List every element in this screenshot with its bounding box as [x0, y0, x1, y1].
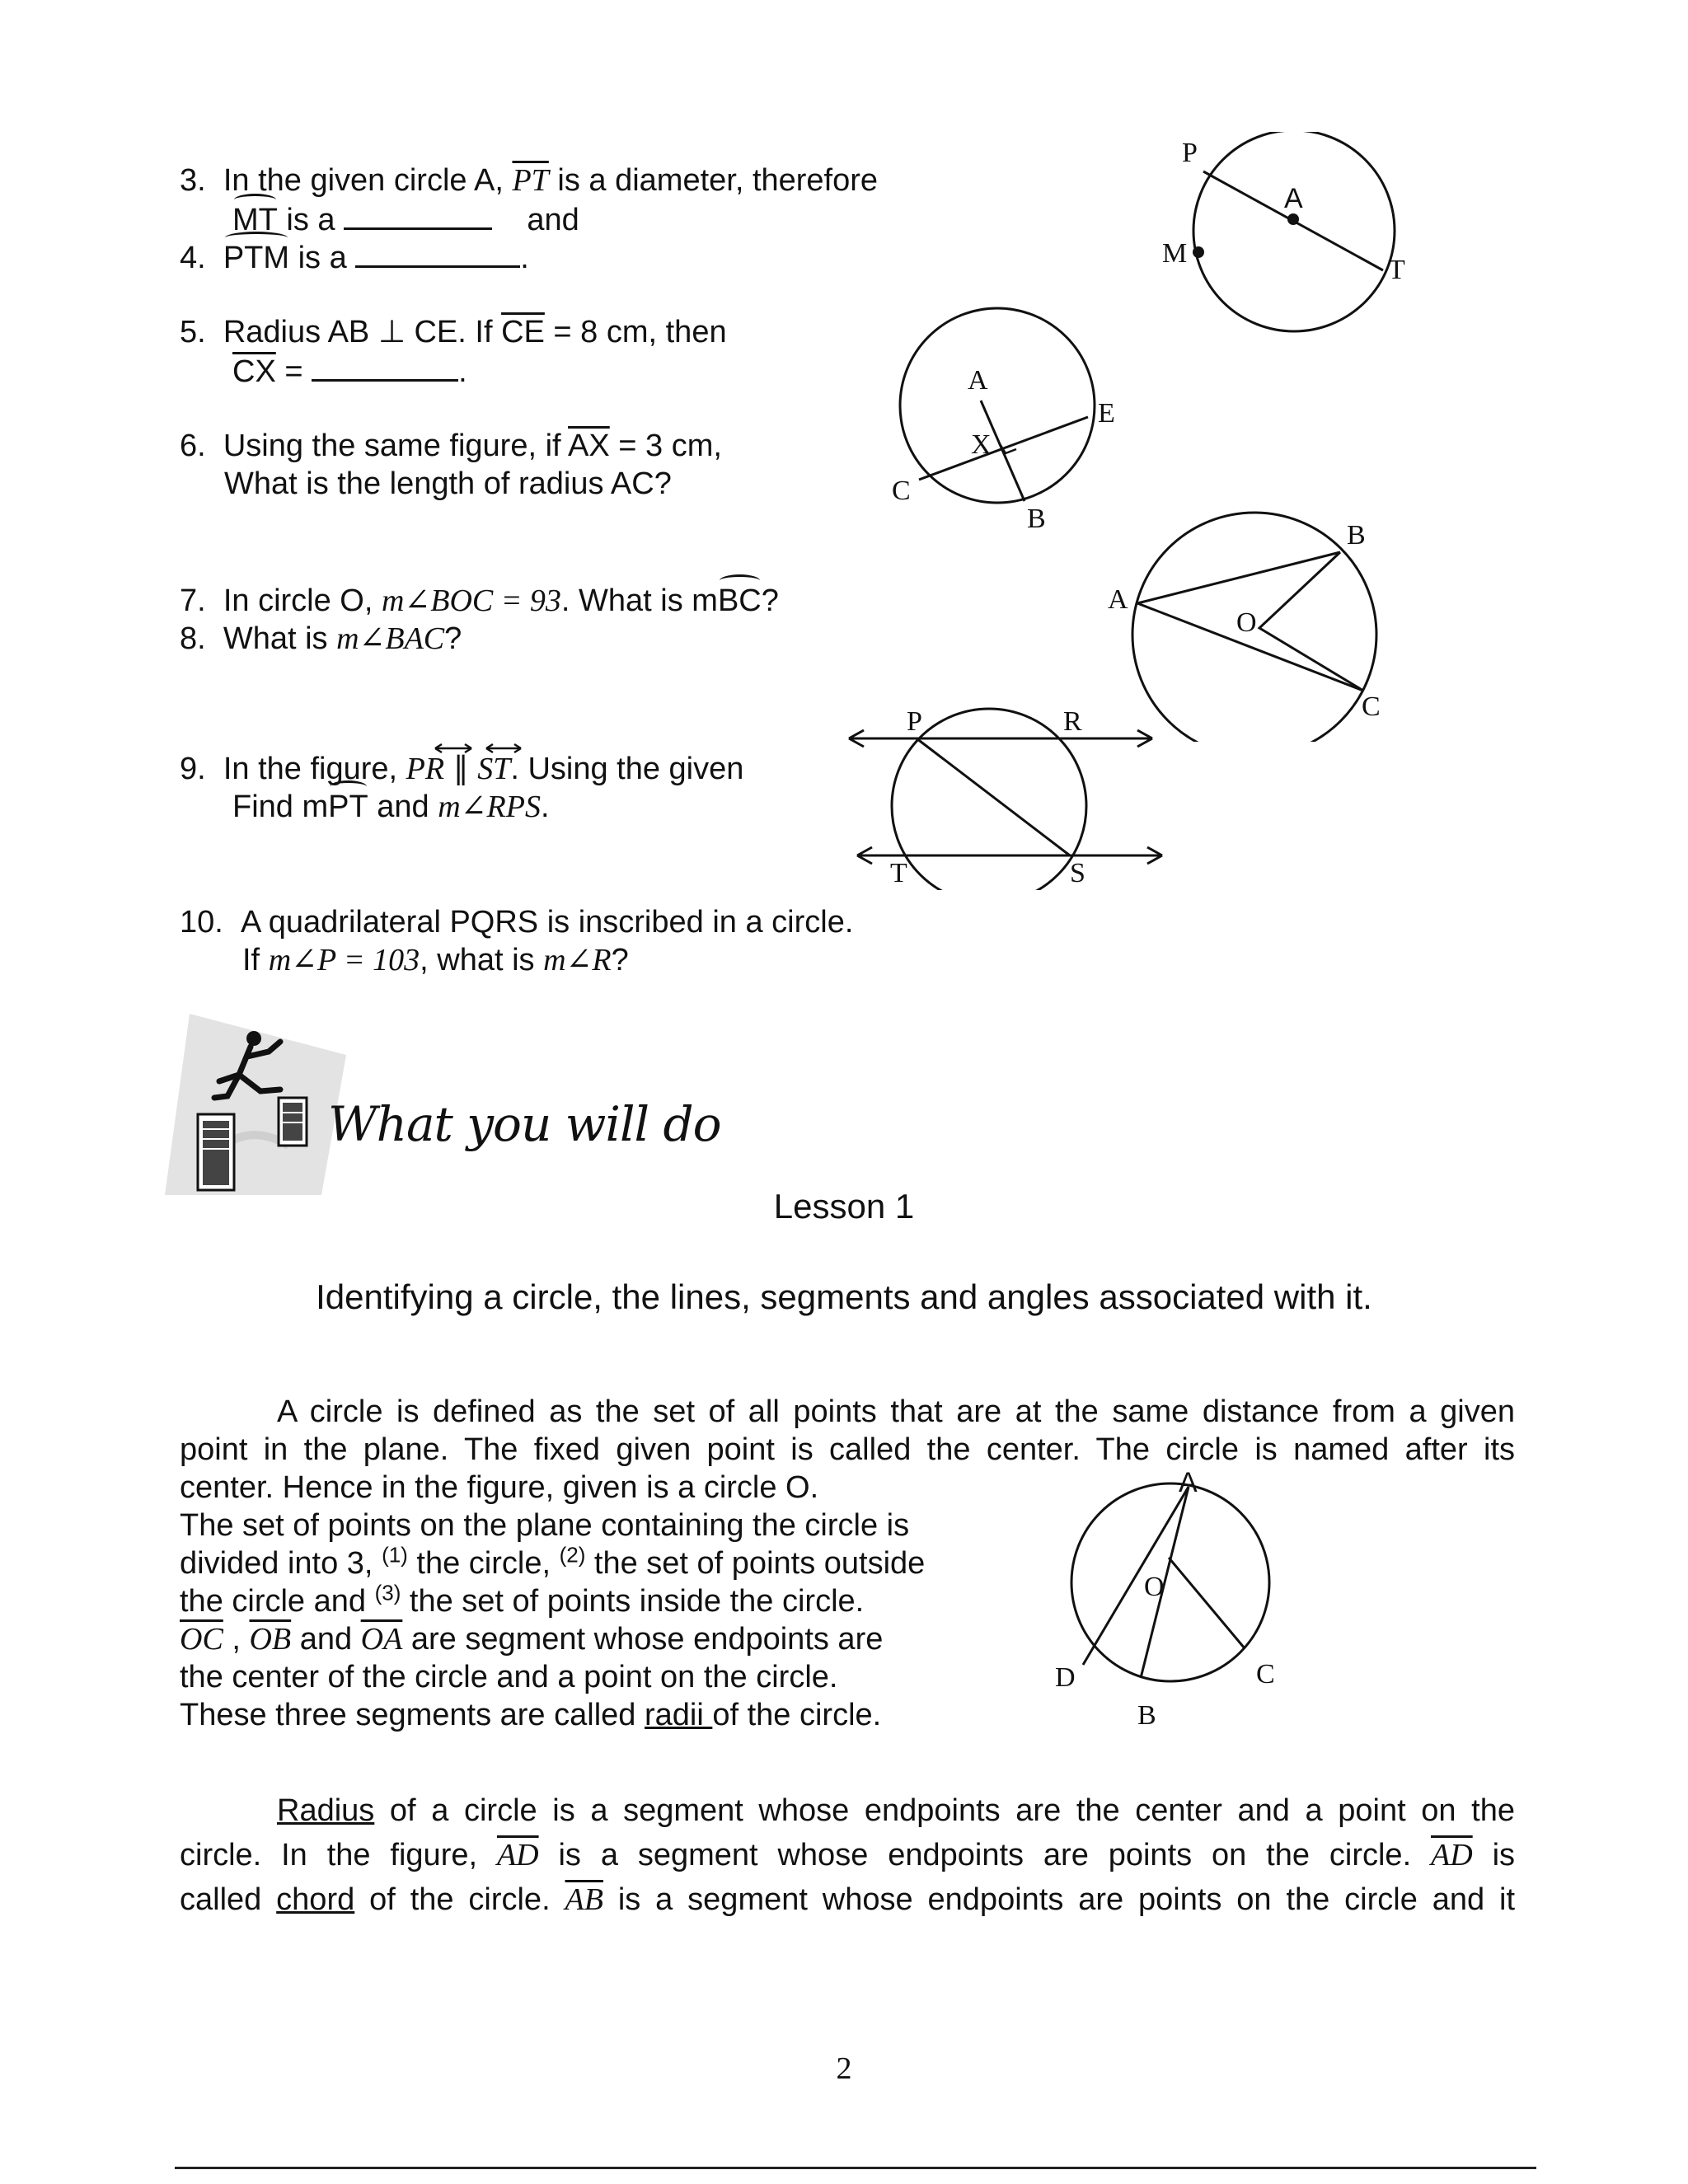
question-5: 5. Radius AB ⊥ CE. If $\overline{CE} = 8$ cm, then	[180, 315, 727, 349]
svg-text:C: C	[1362, 691, 1381, 722]
question-9-line2: Find mPT and m∠RPS.	[232, 790, 550, 824]
question-7: 7. In circle O, m∠BOC = 93. What is mBC?	[180, 583, 779, 618]
page-number: 2	[836, 2051, 852, 2086]
paragraph-2-line-3: called chord of the circle. $\overline{AB}$ is a segment whose endpoints are points on the circle and it	[180, 1882, 1515, 1917]
figure-parallel-lines	[841, 701, 1187, 890]
svg-text:E: E	[1098, 398, 1115, 429]
svg-text:T: T	[1388, 255, 1405, 285]
svg-text:C: C	[1256, 1659, 1275, 1690]
svg-text:T: T	[890, 858, 907, 888]
figure-circle-o-radii	[1039, 1467, 1302, 1739]
question-5-line2: $\overline{CX}$ = .	[232, 351, 467, 391]
svg-text:A: A	[1108, 584, 1128, 615]
lesson-title: Lesson 1	[773, 1187, 915, 1226]
svg-text:B: B	[1027, 504, 1046, 534]
question-8: 8. What is m∠BAC?	[180, 621, 462, 656]
svg-text:O: O	[1236, 607, 1257, 638]
lesson-subtitle: Identifying a circle, the lines, segments and angles associated with it.	[316, 1277, 1372, 1316]
paragraph-1-line-3: center. Hence in the figure, given is a circle O.	[180, 1470, 819, 1505]
line-arrow-pr-icon	[429, 740, 528, 757]
figure-circle-a	[1154, 132, 1426, 338]
section-banner-title: What you will do	[328, 1096, 721, 1152]
paragraph-2-line-1: Radius of a circle is a segment whose endpoints are the center and a point on the	[277, 1793, 1515, 1828]
svg-text:P: P	[907, 706, 922, 737]
svg-text:C: C	[892, 476, 911, 506]
question-9: 9. In the figure, PR ∥ ST. Using the given	[180, 752, 744, 786]
question-3-line2: MT is a and	[232, 199, 579, 239]
answer-blank-5[interactable]	[312, 351, 458, 382]
question-3: 3. In the given circle A, $\overline{PT}$ is a diameter, therefore	[180, 163, 879, 198]
paragraph-1-line-2: point in the plane. The fixed given point is called the center. The circle is named after its	[180, 1432, 1515, 1467]
svg-text:A: A	[1284, 183, 1303, 214]
svg-text:O: O	[1144, 1572, 1165, 1602]
svg-text:P: P	[1182, 138, 1198, 168]
question-6-line2: What is the length of radius AC?	[224, 466, 672, 501]
paragraph-1-line-4: The set of points on the plane containing the circle is	[180, 1508, 910, 1543]
question-6: 6. Using the same figure, if $\overline{AX} = 3$ cm,	[180, 429, 722, 463]
paragraph-1-line-1: A circle is defined as the set of all points that are at the same distance from a given	[277, 1394, 1515, 1429]
svg-text:D: D	[1055, 1662, 1076, 1693]
paragraph-1-line-7: $\overline{OC}$ , $\overline{OB}$ and $\overline{OA}$ are segment whose endpoints are	[180, 1622, 884, 1657]
paragraph-1-line-8: the center of the circle and a point on the circle.	[180, 1660, 838, 1694]
answer-blank-3[interactable]	[344, 199, 492, 230]
question-10: 10. A quadrilateral PQRS is inscribed in a circle.	[180, 905, 854, 940]
question-10-line2: If m∠P = 103, what is m∠R?	[242, 943, 629, 977]
figure-radius-perpendicular	[874, 297, 1137, 544]
footer-divider	[175, 2167, 1536, 2169]
svg-text:M: M	[1162, 238, 1188, 269]
question-4: 4. PTM is a .	[180, 237, 529, 277]
svg-text:A: A	[968, 365, 988, 396]
paragraph-1-line-9: These three segments are called radii of the circle.	[180, 1698, 882, 1732]
paragraph-2-line-2: circle. In the figure, $\overline{AD}$ is a segment whose endpoints are points on the circle. $\overline{AD}$ is	[180, 1838, 1516, 1872]
svg-text:B: B	[1137, 1700, 1156, 1731]
svg-text:R: R	[1063, 706, 1082, 737]
svg-text:X: X	[971, 429, 992, 460]
paragraph-1-line-5: divided into 3, $^{(1)}$ the circle, $^{(2)}$ the set of points outside	[180, 1542, 926, 1581]
paragraph-1-line-6: the circle and $^{(3)}$ the set of points inside the circle.	[180, 1580, 865, 1619]
svg-text:S: S	[1070, 858, 1085, 888]
answer-blank-4[interactable]	[355, 237, 520, 268]
svg-text:A: A	[1179, 1467, 1198, 1498]
svg-text:B: B	[1347, 520, 1366, 551]
